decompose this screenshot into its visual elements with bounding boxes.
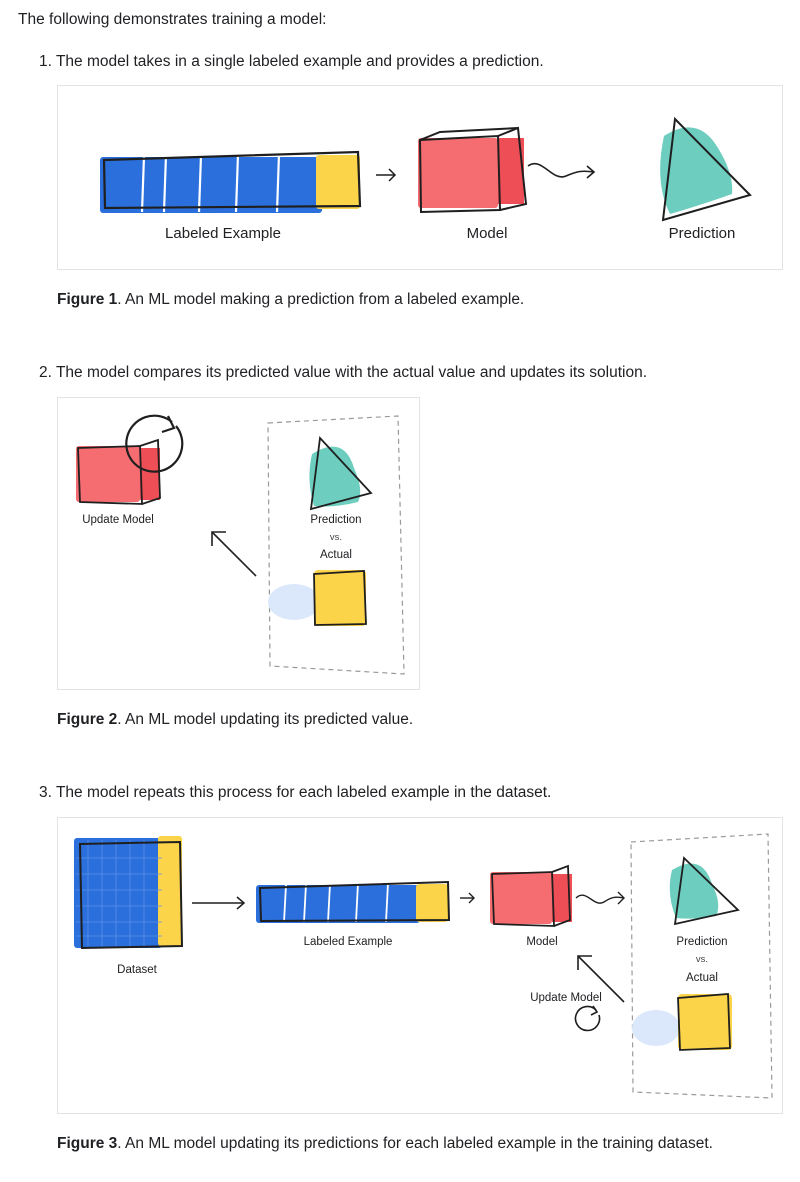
arrow-right-icon	[192, 897, 244, 909]
step-1	[39, 53, 544, 71]
labeled-example-bar-graphic	[100, 152, 360, 213]
caption-text: . An ML model updating its predictions for each labeled example in the training dataset.	[117, 1135, 713, 1152]
prediction-label: Prediction	[668, 225, 736, 242]
model-box-graphic	[490, 866, 572, 926]
arrow-right-icon	[376, 169, 395, 181]
vs-label: vs.	[329, 532, 343, 543]
step-text: The model compares its predicted value with the actual value and updates its solution.	[55, 364, 647, 381]
prediction-label: Prediction	[676, 936, 728, 948]
caption-text: . An ML model updating its predicted value.	[117, 711, 414, 728]
labeled-example-label: Labeled Example	[303, 936, 393, 948]
prediction-label: Prediction	[310, 514, 362, 526]
arrow-up-left-icon	[212, 532, 256, 576]
figure-3-caption	[57, 1135, 713, 1153]
dataset-label: Dataset	[117, 964, 157, 976]
figure-3	[57, 817, 783, 1114]
wavy-arrow-icon	[528, 164, 594, 178]
actual-square-graphic	[268, 570, 366, 626]
prediction-triangle-graphic	[670, 858, 738, 924]
update-model-label: Update Model	[82, 514, 154, 526]
arrow-right-icon	[460, 893, 474, 903]
intro-text: The following demonstrates training a model:	[18, 11, 327, 28]
step-number: 1.	[39, 53, 52, 70]
labeled-example-bar-graphic	[256, 882, 449, 923]
caption-title: Figure 1	[57, 291, 118, 308]
model-box-graphic	[418, 128, 526, 212]
caption-text: . An ML model making a prediction from a labeled example.	[117, 291, 525, 308]
wavy-arrow-icon	[576, 892, 624, 904]
update-model-label: Update Model	[530, 992, 602, 1004]
model-label: Model	[466, 225, 508, 242]
prediction-triangle-graphic	[660, 119, 750, 220]
step-2	[39, 364, 647, 382]
dataset-grid-graphic	[74, 836, 182, 948]
figure-3-illustration	[58, 818, 784, 1115]
refresh-icon	[576, 1006, 600, 1030]
labeled-example-label: Labeled Example	[165, 225, 281, 242]
step-text: The model takes in a single labeled example and provides a prediction.	[55, 53, 544, 70]
actual-label: Actual	[686, 972, 718, 984]
prediction-triangle-graphic	[309, 438, 371, 509]
step-text: The model repeats this process for each labeled example in the dataset.	[55, 784, 552, 801]
actual-label: Actual	[320, 549, 352, 561]
figure-1	[57, 85, 783, 270]
actual-square-graphic	[632, 994, 732, 1050]
model-box-graphic	[76, 440, 160, 504]
model-label: Model	[526, 936, 558, 948]
figure-1-illustration	[58, 86, 784, 271]
step-3	[39, 784, 551, 802]
caption-title: Figure 2	[57, 711, 118, 728]
figure-1-caption	[57, 291, 524, 309]
caption-title: Figure 3	[57, 1135, 118, 1152]
figure-2-caption	[57, 711, 413, 729]
figure-2-illustration	[58, 398, 421, 691]
step-number: 2.	[39, 364, 52, 381]
vs-label: vs.	[695, 954, 709, 965]
step-number: 3.	[39, 784, 52, 801]
figure-2	[57, 397, 420, 690]
